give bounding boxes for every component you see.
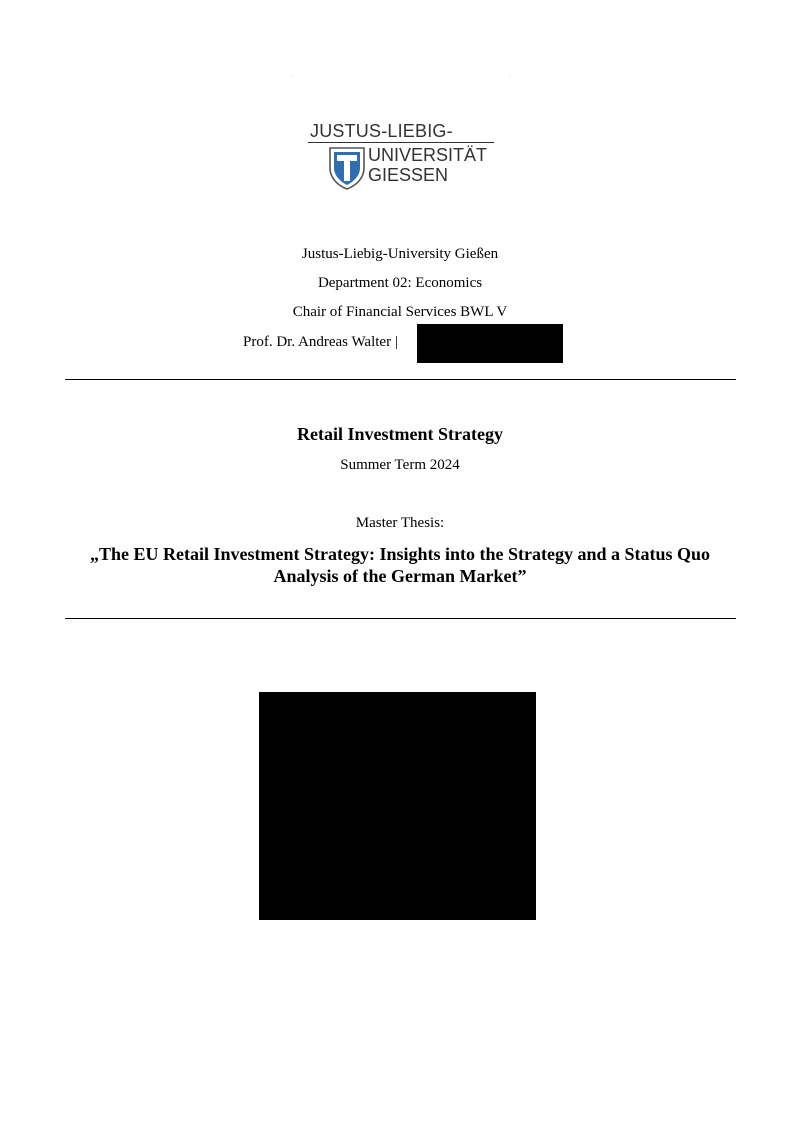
university-logo: [306, 118, 496, 194]
university-t-shield-icon: [328, 146, 366, 190]
scan-speck: [509, 76, 510, 77]
scan-speck: [291, 76, 292, 77]
divider-bottom: [65, 618, 736, 619]
professor-name: Prof. Dr. Andreas Walter |: [243, 334, 398, 350]
divider-top: [65, 379, 736, 380]
logo-text-line1: JUSTUS-LIEBIG-: [310, 121, 453, 141]
university-name: Justus-Liebig-University Gießen: [301, 246, 499, 262]
thesis-title-line1: „The EU Retail Investment Strategy: Insights into the Strategy and a Status Quo: [89, 544, 710, 564]
thesis-label: Master Thesis:: [355, 515, 445, 531]
course-title: Retail Investment Strategy: [297, 424, 503, 444]
thesis-title-line2: Analysis of the German Market”: [273, 566, 527, 586]
thesis-title: [40, 543, 760, 587]
logo-text-line3: GIESSEN: [368, 165, 449, 185]
redacted-name-block: [417, 324, 563, 363]
logo-rule: [308, 142, 494, 143]
department-name: Department 02: Economics: [317, 275, 483, 291]
logo-text-line2: UNIVERSITÄT: [368, 145, 488, 165]
redacted-image-block: [259, 692, 536, 920]
chair-name: Chair of Financial Services BWL V: [292, 304, 508, 320]
course-term: Summer Term 2024: [340, 457, 460, 473]
